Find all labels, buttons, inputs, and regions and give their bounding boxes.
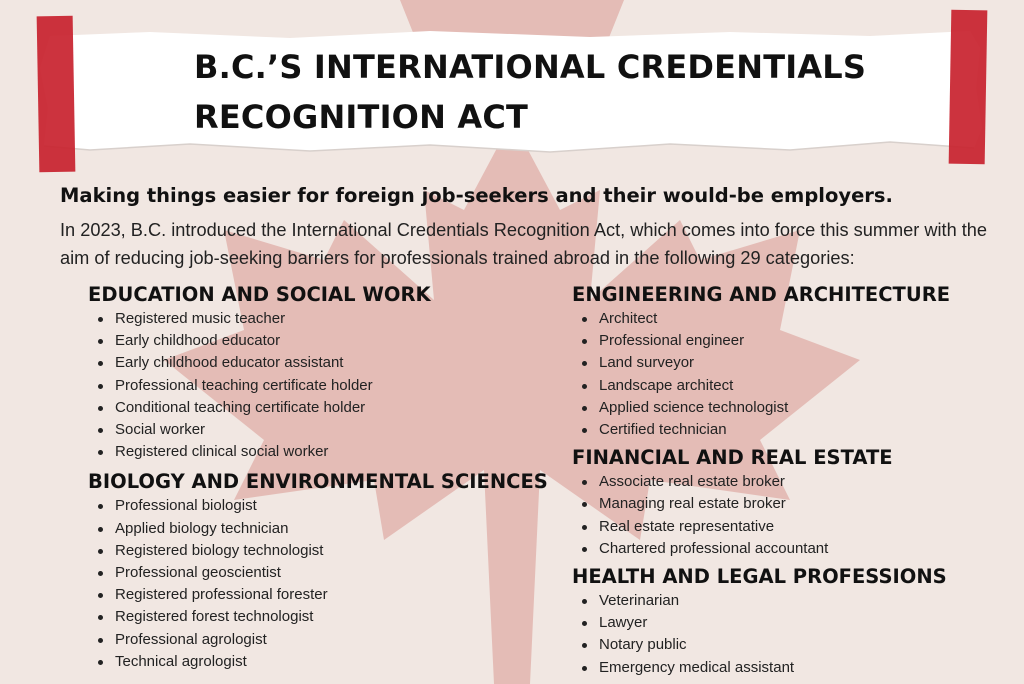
bullet-icon [98,384,103,389]
list-financial [572,471,1012,560]
list-item [88,397,558,419]
list-item [572,419,1012,441]
list-item [88,606,558,628]
list-item [572,308,1012,330]
bullet-icon [98,406,103,411]
red-tape-right [949,10,988,165]
list-item [572,516,1012,538]
section-heading-health: HEALTH AND LEGAL PROFESSIONS [572,565,947,589]
list-item-label: Registered music teacher [115,310,286,327]
list-item-label: Certified technician [599,421,727,439]
left-column [88,282,558,677]
list-item-label: Early childhood educator [115,332,281,350]
list-item-label: Conditional teaching certificate holder [115,398,366,416]
bullet-icon [98,361,103,366]
list-item [88,419,558,441]
red-tape-left [37,16,76,173]
list-item-label: Emergency medical assistant [599,658,795,676]
bullet-icon [98,615,103,620]
bullet-icon [98,638,103,643]
list-item [572,590,1012,612]
list-item [88,518,558,540]
list-item-label: Chartered professional accountant [599,539,829,557]
list-education [88,308,558,463]
list-item [88,495,558,517]
list-item-label: Professional teaching certificate holder [115,376,373,394]
section-heading-financial: FINANCIAL AND REAL ESTATE [572,446,893,470]
bullet-icon [98,317,103,322]
bullet-icon [582,317,587,322]
list-engineering [572,308,1012,441]
list-item [88,308,558,330]
bullet-icon [582,643,587,648]
list-item-label: Registered clinical social worker [115,443,329,461]
list-item [88,375,558,397]
bullet-icon [582,428,587,433]
list-item [572,634,1012,656]
bullet-icon [582,666,587,671]
bullet-icon [582,480,587,485]
list-item-label: Notary public [599,636,687,654]
list-item-label: Technical agrologist [115,652,247,670]
list-item-label: Real estate representative [599,517,775,535]
bullet-icon [582,384,587,389]
list-item [88,441,558,463]
list-item-label: Registered forest technologist [115,608,314,626]
list-item-label: Associate real estate broker [599,473,785,491]
list-item-label: Managing real estate broker [599,495,786,513]
bullet-icon [582,339,587,344]
list-item [88,330,558,352]
bullet-icon [98,450,103,455]
bullet-icon [582,361,587,366]
list-item [572,471,1012,493]
list-item-label: Veterinarian [599,592,680,610]
bullet-icon [98,549,103,554]
list-item-label: Professional agrologist [115,630,267,648]
section-heading-education: EDUCATION AND SOCIAL WORK [88,283,431,306]
bullet-icon [98,339,103,344]
bullet-icon [98,428,103,433]
list-item-label: Applied science technologist [599,398,789,416]
list-item [88,651,558,673]
list-item [572,330,1012,352]
list-item-label: Applied biology technician [115,519,289,537]
intro-paragraph: In 2023, B.C. introduced the International Credentials Recognition Act, which comes into force this summer with the aim of reducing job-seeking barriers for professionals trained abroad in the following 29 categories: [60,220,988,268]
bullet-icon [98,660,103,665]
list-item [572,657,1012,679]
list-item-label: Land surveyor [599,354,695,372]
list-item [572,538,1012,560]
bullet-icon [582,599,587,604]
list-item [572,397,1012,419]
list-item-label: Professional engineer [599,332,745,350]
list-item [88,562,558,584]
page-title [194,42,914,142]
list-health [572,590,1012,679]
bullet-icon [98,504,103,509]
bullet-icon [98,527,103,532]
list-item [572,352,1012,374]
bullet-icon [582,502,587,507]
section-heading-biology: BIOLOGY AND ENVIRONMENTAL SCIENCES [88,470,548,494]
list-item-label: Registered biology technologist [115,541,324,559]
list-item-label: Social worker [115,421,206,439]
right-column [572,282,1012,683]
list-item [88,584,558,606]
list-item-label: Professional geoscientist [115,564,281,582]
list-item-label: Professional biologist [115,497,257,515]
bullet-icon [582,547,587,552]
bullet-icon [582,406,587,411]
list-item [88,540,558,562]
list-item-label: Early childhood educator assistant [115,354,344,372]
list-item-label: Registered professional forester [115,586,328,604]
bullet-icon [582,525,587,530]
list-item-label: Architect [599,310,658,327]
list-item [572,612,1012,634]
list-biology [88,495,558,673]
list-item-label: Landscape architect [599,376,734,394]
list-item [88,629,558,651]
title-line-2: RECOGNITION ACT [194,98,529,136]
list-item [572,493,1012,515]
bullet-icon [98,571,103,576]
bullet-icon [98,593,103,598]
list-item [88,352,558,374]
section-heading-engineering: ENGINEERING AND ARCHITECTURE [572,283,951,306]
list-item-label: Lawyer [599,614,648,632]
list-item [572,375,1012,397]
bullet-icon [582,621,587,626]
intro-heading: Making things easier for foreign job-seekers and their would-be employers. [60,184,893,207]
title-line-1: B.C.’S INTERNATIONAL CREDENTIALS [194,48,867,86]
